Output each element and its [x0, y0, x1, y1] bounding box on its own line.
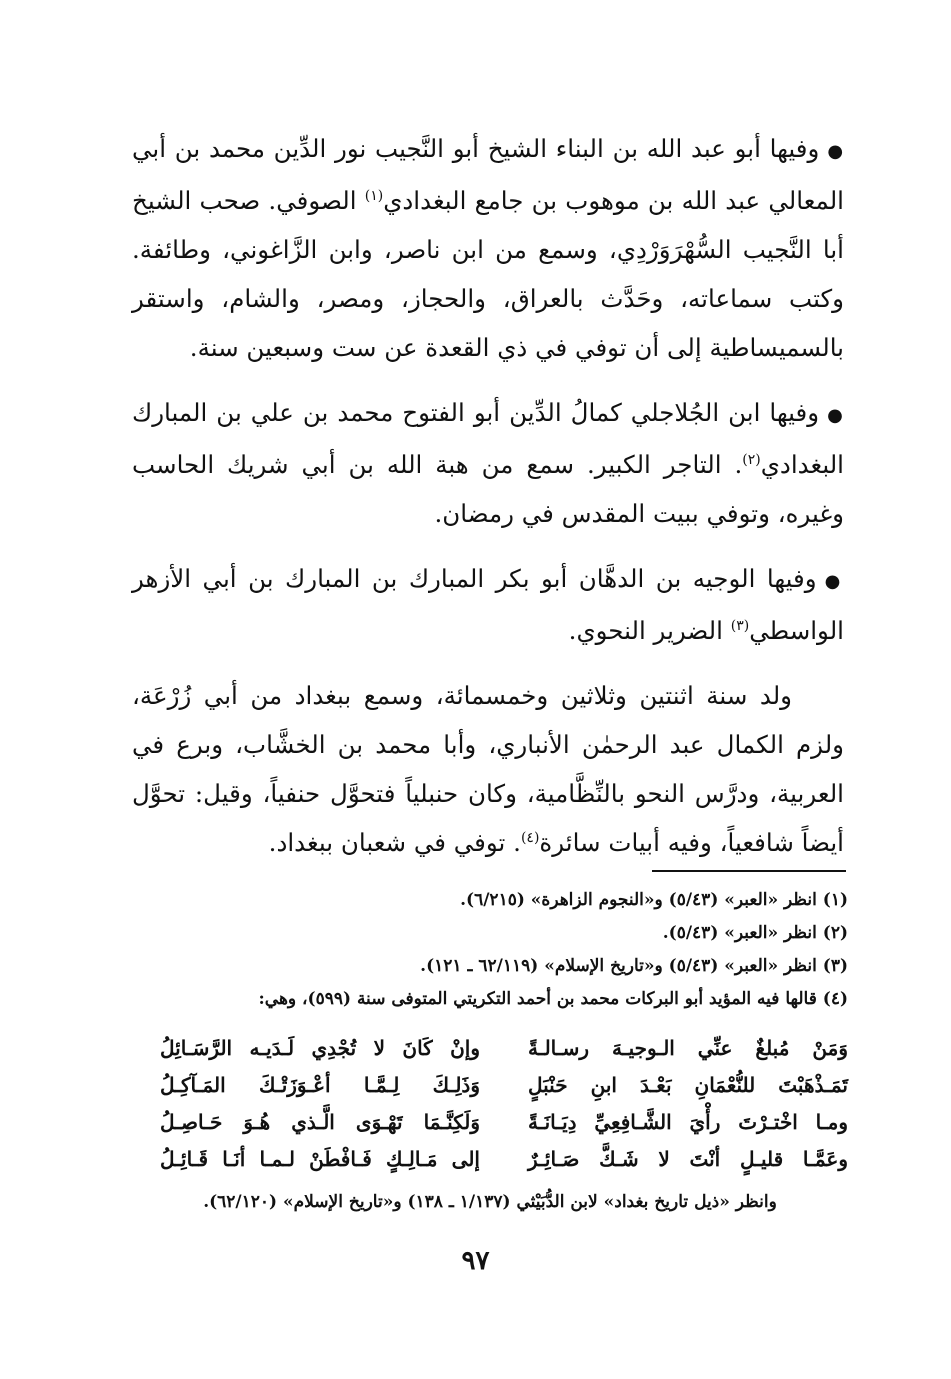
- verse-first-hemistich: تَمَـذْهَبْتَ للنُّعْمَانِ بَعْـدَ ابنِ حَنْبَلٍ: [528, 1073, 848, 1097]
- verse-first-hemistich: وَمَنْ مُبلغٌ عنِّي الـوجيـهَ رسـالـةً: [528, 1036, 848, 1060]
- footnote-1: (١) انظر «العبر» (٥/٤٣) و«النجوم الزاهرة» (٦/٢١٥).: [460, 890, 848, 910]
- paragraph-4: [132, 671, 844, 867]
- paragraph-text: . التاجر الكبير. سمع من هبة الله بن أبي شريك الحاسب وغيره، وتوفي ببيت المقدس في رمضان.: [132, 450, 844, 528]
- paragraph-3: [132, 554, 844, 655]
- footnote-ref-1: (١): [364, 187, 384, 204]
- paragraph-text: الضرير النحوي.: [568, 616, 731, 645]
- footnote-ref-4: (٤): [520, 829, 540, 846]
- footnote-4: (٤) قالها فيه المؤيد أبو البركات محمد بن أحمد التكريتي المتوفى سنة (٥٩٩)، وهي:: [258, 989, 848, 1009]
- verse-3: [160, 1104, 848, 1141]
- verse-second-hemistich: وإنْ كَانَ لا تُجْدِي لَـدَيـه الرَّسَـائِلُ: [160, 1036, 480, 1060]
- main-text: [132, 124, 844, 883]
- verse-4: [160, 1141, 848, 1178]
- poem: [160, 1030, 848, 1178]
- bullet-marker: ●: [827, 141, 844, 162]
- verse-first-hemistich: وعَمَّـا قليـلٍ أنْتَ لا شَـكَّ صَـائِـرٌ: [528, 1147, 848, 1171]
- verse-1: [160, 1030, 848, 1067]
- footnote-divider: [652, 870, 846, 872]
- footnote-ref-2: (٢): [742, 451, 761, 468]
- paragraph-text: ولد سنة اثنتين وثلاثين وخمسمائة، وسمع ببغداد من أبي زُرْعَة، ولزم الكمال عبد الرحمٰن الأنباري، وأبا محمد بن الخشَّاب، وبرع في العربية، ودرَّس النحو بالنِّظَّامية، وكان حنبلياً فتحوَّل حنفياً، وقيل: تحوَّل أيضاً شافعياً، وفيه أبيات سائرة: [132, 681, 844, 857]
- paragraph-text: الصوفي. صحب الشيخ أبا النَّجيب السُّهْرَوَرْدِي، وسمع من ابن ناصر، وابن الزَّاغوني، وطائفة. وكتب سماعاته، وحَدَّث بالعراق، والحجاز، ومصر، والشام، واستقر بالسميساطية إلى أن توفي في ذي القعدة عن ست وسبعين سنة.: [132, 186, 844, 362]
- verse-second-hemistich: إلى مَـالِـكٍ فَـافْطَنْ لـمـا أنَـا قَـائِـلُ: [160, 1147, 480, 1171]
- paragraph-2: [132, 388, 844, 538]
- paragraph-1: [132, 124, 844, 372]
- page-number: ٩٧: [461, 1246, 490, 1276]
- paragraph-text: وفيها ابن الجُلاجلي كمالُ الدِّين أبو الفتوح محمد بن علي بن المبارك البغدادي: [132, 398, 844, 479]
- paragraph-text: وفيها أبو عبد الله بن البناء الشيخ أبو النَّجيب نور الدِّين محمد بن أبي المعالي عبد الله بن موهوب بن جامع البغدادي: [132, 134, 844, 215]
- footnote-ref-3: (٣): [730, 617, 750, 634]
- footnote-3: (٣) انظر «العبر» (٥/٤٣) و«تاريخ الإسلام» (٦٢/١١٩ ـ ١٢١).: [420, 956, 848, 976]
- verse-first-hemistich: ومـا اخْتـرْتَ رأْيَ الشَّـافِعِيِّ دِيَـانَـةً: [528, 1110, 848, 1134]
- bullet-marker: ●: [827, 405, 844, 426]
- reference-note: وانظر «ذيل تاريخ بغداد» لابن الدُّبَيْثي (١/١٣٧ ـ ١٣٨) و«تاريخ الإسلام» (٦٢/١٢٠).: [203, 1192, 777, 1212]
- paragraph-text: . توفي في شعبان ببغداد.: [268, 828, 521, 857]
- footnote-2: (٢) انظر «العبر» (٥/٤٣).: [662, 923, 848, 943]
- verse-2: [160, 1067, 848, 1104]
- bullet-marker: ●: [824, 571, 844, 592]
- verse-second-hemistich: وَذَلِـكَ لِـمَّـا أعْـوَزَتْـكَ المَـآكِـلُ: [160, 1073, 480, 1097]
- verse-second-hemistich: وَلَكِنَّـمَا تَهْـوَى الَّـذي هُـوَ حَـاصِـلُ: [160, 1110, 480, 1134]
- footnotes: [132, 884, 848, 1016]
- paragraph-text: وفيها الوجيه بن الدهَّان أبو بكر المبارك بن المبارك بن أبي الأزهر الواسطي: [132, 564, 844, 645]
